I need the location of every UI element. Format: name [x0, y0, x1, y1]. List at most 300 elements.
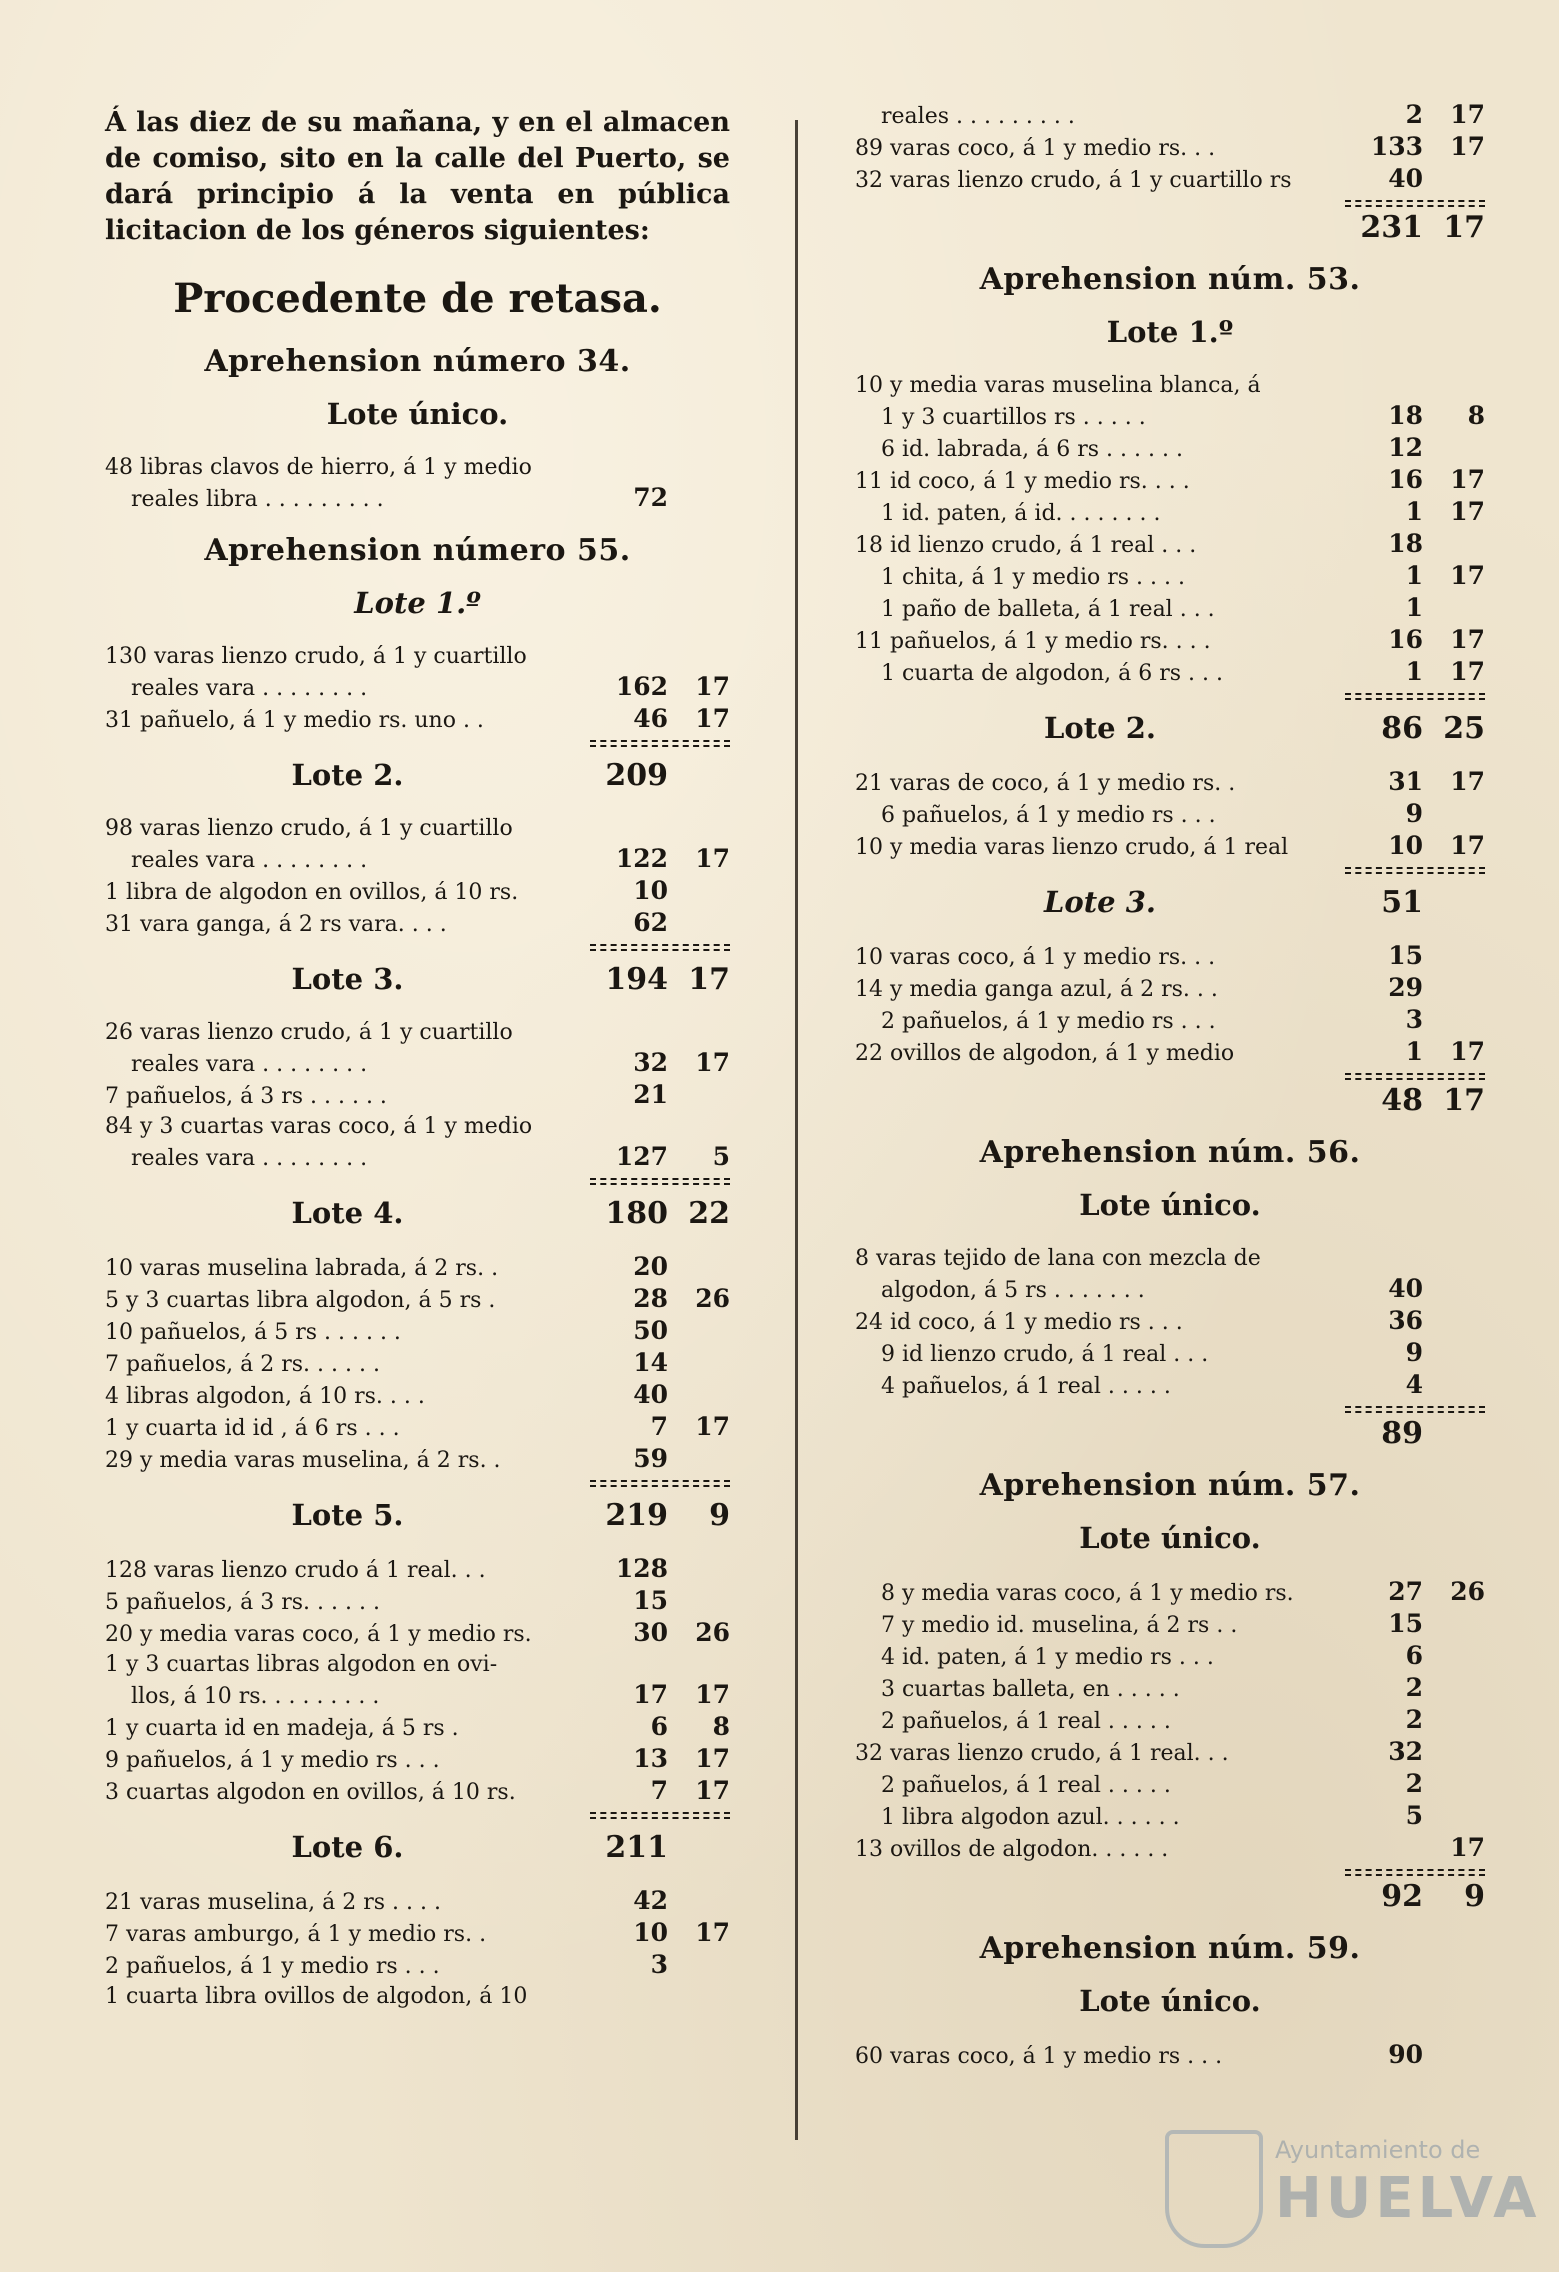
total-rule — [105, 1178, 730, 1188]
item-amount: 20 — [633, 1252, 668, 1281]
items-list — [105, 814, 730, 940]
lote-row — [105, 1196, 730, 1236]
aprehension-56-title: Aprehension núm. 56. — [979, 1135, 1361, 1170]
list-item — [105, 908, 730, 940]
lote-row — [855, 1984, 1485, 2024]
total-value: 89 — [1381, 1416, 1423, 1451]
item-description: 1 cuarta de algodon, á 6 rs . . . — [881, 661, 1223, 686]
lote-total-fraction: 25 — [1443, 711, 1485, 746]
item-description: 8 varas tejido de lana con mezcla de — [855, 1246, 1261, 1271]
list-item — [855, 465, 1485, 497]
item-description: 20 y media varas coco, á 1 y medio rs. — [105, 1622, 532, 1647]
item-description-cont: reales vara . . . . . . . . — [131, 1052, 368, 1077]
item-description: 128 varas lienzo crudo á 1 real. . . — [105, 1558, 486, 1583]
list-item — [855, 1705, 1485, 1737]
item-description: 32 varas lienzo crudo, á 1 real. . . — [855, 1741, 1229, 1766]
item-amount-fraction: 17 — [695, 1776, 730, 1805]
lote-row — [855, 1521, 1485, 1561]
total-rule — [855, 1406, 1485, 1416]
item-description: 31 vara ganga, á 2 rs vara. . . . — [105, 912, 447, 937]
list-item — [855, 132, 1485, 164]
item-amount: 1 — [1405, 1037, 1423, 1066]
item-description: 13 ovillos de algodon. . . . . . — [855, 1837, 1169, 1862]
lote-row — [105, 586, 730, 626]
item-description: 7 pañuelos, á 2 rs. . . . . . — [105, 1352, 380, 1377]
list-item — [855, 529, 1485, 561]
lote-total: 86 — [1381, 711, 1423, 746]
item-amount: 7 — [650, 1412, 668, 1441]
items-list — [855, 767, 1485, 863]
items-list — [105, 642, 730, 736]
item-description: 1 cuarta libra ovillos de algodon, á 10 — [105, 1984, 528, 2009]
list-item — [105, 1252, 730, 1284]
item-amount: 13 — [633, 1744, 668, 1773]
item-description: 9 id lienzo crudo, á 1 real . . . — [881, 1342, 1209, 1367]
item-description: 1 chita, á 1 y medio rs . . . . — [881, 565, 1185, 590]
item-amount: 40 — [1388, 164, 1423, 193]
list-item — [855, 799, 1485, 831]
aprehension-34-title: Aprehension número 34. — [204, 344, 631, 379]
list-item — [105, 876, 730, 908]
lote-row — [855, 711, 1485, 751]
item-description: 8 y media varas coco, á 1 y medio rs. — [881, 1581, 1294, 1606]
item-description-cont: reales vara . . . . . . . . — [131, 1146, 368, 1171]
item-amount-fraction: 26 — [695, 1284, 730, 1313]
total-value: 92 — [1381, 1879, 1423, 1914]
item-amount: 1 — [1405, 657, 1423, 686]
lote-title: Lote 4. — [291, 1196, 404, 1230]
item-amount: 9 — [1405, 799, 1423, 828]
item-description: 21 varas de coco, á 1 y medio rs. . — [855, 771, 1236, 796]
item-amount-fraction: 17 — [1450, 561, 1485, 590]
item-amount: 3 — [650, 1950, 668, 1979]
item-amount: 50 — [633, 1316, 668, 1345]
items-list — [105, 453, 730, 515]
lote-title: Lote 1.º — [1106, 315, 1234, 349]
lote-title: Lote 3. — [291, 962, 404, 996]
list-item — [855, 1338, 1485, 1370]
item-amount: 21 — [633, 1080, 668, 1109]
item-description: 7 varas amburgo, á 1 y medio rs. . — [105, 1922, 487, 1947]
total-rule — [855, 1869, 1485, 1879]
total-fraction: 9 — [1464, 1879, 1485, 1914]
item-description: 1 y 3 cuartas libras algodon en ovi- — [105, 1652, 498, 1677]
items-list — [855, 1577, 1485, 1865]
item-amount: 72 — [633, 483, 668, 512]
item-amount-fraction: 17 — [695, 1744, 730, 1773]
item-amount: 17 — [633, 1680, 668, 1709]
list-item — [855, 657, 1485, 689]
item-amount-fraction: 17 — [695, 1918, 730, 1947]
list-item — [105, 1618, 730, 1650]
item-amount: 30 — [633, 1618, 668, 1647]
item-description: 32 varas lienzo crudo, á 1 y cuartillo rs — [855, 168, 1292, 193]
total-value: 48 — [1381, 1083, 1423, 1118]
item-description: 11 id coco, á 1 y medio rs. . . . — [855, 469, 1190, 494]
item-amount: 18 — [1388, 401, 1423, 430]
lote-title: Lote único. — [1079, 1984, 1261, 2018]
item-description-cont: reales vara . . . . . . . . — [131, 848, 368, 873]
item-description: 5 y 3 cuartas libra algodon, á 5 rs . — [105, 1288, 496, 1313]
item-amount: 2 — [1405, 1705, 1423, 1734]
lote-title: Lote 2. — [291, 758, 404, 792]
item-amount-fraction: 17 — [695, 1412, 730, 1441]
item-description: 2 pañuelos, á 1 real . . . . . — [881, 1709, 1171, 1734]
item-description: 2 pañuelos, á 1 y medio rs . . . — [881, 1009, 1216, 1034]
item-amount-fraction: 17 — [1450, 831, 1485, 860]
list-item — [105, 1080, 730, 1112]
list-item — [855, 561, 1485, 593]
item-amount: 62 — [633, 908, 668, 937]
list-item — [855, 767, 1485, 799]
list-item — [105, 1444, 730, 1476]
item-amount: 15 — [633, 1586, 668, 1615]
lote-title: Lote 1.º — [354, 586, 481, 620]
list-item — [105, 1886, 730, 1918]
item-amount: 7 — [650, 1776, 668, 1805]
list-item — [855, 1577, 1485, 1609]
item-description: 7 y medio id. muselina, á 2 rs . . — [881, 1613, 1238, 1638]
item-amount: 133 — [1370, 132, 1423, 161]
list-item-continuation — [105, 483, 730, 515]
list-item — [105, 453, 730, 483]
lote-title: Lote 3. — [1044, 885, 1156, 919]
total-rule — [855, 867, 1485, 877]
item-amount: 59 — [633, 1444, 668, 1473]
item-description: 84 y 3 cuartas varas coco, á 1 y medio — [105, 1114, 533, 1139]
item-amount: 31 — [1388, 767, 1423, 796]
item-amount: 32 — [1388, 1737, 1423, 1766]
lote-total: 211 — [605, 1830, 668, 1865]
item-amount: 15 — [1388, 1609, 1423, 1638]
lote-title: Lote único. — [326, 397, 509, 431]
item-description-cont: algodon, á 5 rs . . . . . . . — [881, 1278, 1145, 1303]
list-item — [855, 371, 1485, 401]
lote-title: Lote único. — [1079, 1188, 1261, 1222]
list-item — [855, 433, 1485, 465]
total-rule — [105, 944, 730, 954]
items-list — [105, 1252, 730, 1476]
item-amount: 6 — [1405, 1641, 1423, 1670]
lote-row — [105, 1498, 730, 1538]
total-rule — [855, 1073, 1485, 1083]
lote-title: Lote 5. — [291, 1498, 404, 1532]
aprehension-53-title: Aprehension núm. 53. — [979, 262, 1361, 297]
item-amount: 12 — [1388, 433, 1423, 462]
column-divider — [795, 120, 798, 2140]
item-description: 29 y media varas muselina, á 2 rs. . — [105, 1448, 501, 1473]
item-description: 26 varas lienzo crudo, á 1 y cuartillo — [105, 1020, 513, 1045]
item-amount: 32 — [633, 1048, 668, 1077]
item-description: 1 y cuarta id en madeja, á 5 rs . — [105, 1716, 459, 1741]
items-list — [855, 100, 1485, 196]
item-description: 10 varas muselina labrada, á 2 rs. . — [105, 1256, 499, 1281]
lote-row — [105, 397, 730, 437]
item-amount: 122 — [615, 844, 668, 873]
list-item — [855, 1370, 1485, 1402]
item-description: 18 id lienzo crudo, á 1 real . . . — [855, 533, 1197, 558]
list-item — [855, 1037, 1485, 1069]
item-amount: 16 — [1388, 625, 1423, 654]
lote-total-fraction: 22 — [688, 1196, 730, 1231]
item-amount: 6 — [650, 1712, 668, 1741]
item-description: 1 paño de balleta, á 1 real . . . — [881, 597, 1215, 622]
watermark-line2: HUELVA — [1275, 2166, 1541, 2231]
item-amount-fraction: 17 — [695, 672, 730, 701]
item-amount-fraction: 17 — [695, 704, 730, 733]
list-item-continuation — [105, 1048, 730, 1080]
item-amount: 2 — [1405, 1769, 1423, 1798]
item-description: 10 y media varas muselina blanca, á — [855, 373, 1261, 398]
lote-row — [105, 1830, 730, 1870]
list-item-continuation — [105, 1680, 730, 1712]
coat-of-arms-icon — [1165, 2130, 1263, 2248]
item-amount: 1 — [1405, 593, 1423, 622]
list-item — [105, 814, 730, 844]
list-item — [855, 593, 1485, 625]
items-list — [855, 941, 1485, 1069]
item-description: reales . . . . . . . . . — [881, 104, 1075, 129]
items-list — [855, 2040, 1485, 2072]
lote-total: 219 — [605, 1498, 668, 1533]
list-item — [855, 1801, 1485, 1833]
lote-row — [855, 315, 1485, 355]
watermark-line1: Ayuntamiento de — [1275, 2136, 1481, 2164]
aprehension-55-title: Aprehension número 55. — [204, 533, 631, 568]
list-item — [105, 642, 730, 672]
item-amount-fraction: 17 — [1450, 100, 1485, 129]
total-rule — [105, 740, 730, 750]
item-amount: 40 — [633, 1380, 668, 1409]
item-amount: 5 — [1405, 1801, 1423, 1830]
list-item — [105, 1712, 730, 1744]
item-description: 7 pañuelos, á 3 rs . . . . . . — [105, 1084, 387, 1109]
list-item — [855, 1833, 1485, 1865]
item-amount-fraction: 17 — [1450, 767, 1485, 796]
lote-total: 194 — [605, 962, 668, 997]
item-amount-fraction: 8 — [1467, 401, 1485, 430]
item-description: 48 libras clavos de hierro, á 1 y medio — [105, 455, 532, 480]
list-item — [855, 1005, 1485, 1037]
list-item — [855, 100, 1485, 132]
total-fraction: 17 — [1443, 1083, 1485, 1118]
item-amount-fraction: 17 — [1450, 1037, 1485, 1066]
list-item-continuation — [855, 401, 1485, 433]
item-description: 89 varas coco, á 1 y medio rs. . . — [855, 136, 1216, 161]
item-amount: 4 — [1405, 1370, 1423, 1399]
list-item — [105, 1316, 730, 1348]
item-amount: 14 — [633, 1348, 668, 1377]
lote-total-fraction: 17 — [688, 962, 730, 997]
list-item — [105, 1918, 730, 1950]
item-description: 60 varas coco, á 1 y medio rs . . . — [855, 2044, 1223, 2069]
item-description-cont: 1 y 3 cuartillos rs . . . . . — [881, 405, 1146, 430]
item-amount: 128 — [615, 1554, 668, 1583]
item-amount-fraction: 5 — [712, 1142, 730, 1171]
lote-title: Lote único. — [1079, 1521, 1261, 1555]
lote-title: Lote 6. — [291, 1830, 404, 1864]
lote-total: 51 — [1381, 885, 1423, 920]
list-item — [105, 1650, 730, 1680]
item-amount: 42 — [633, 1886, 668, 1915]
item-description: 3 cuartas algodon en ovillos, á 10 rs. — [105, 1780, 516, 1805]
item-amount-fraction: 17 — [1450, 625, 1485, 654]
item-amount: 90 — [1388, 2040, 1423, 2069]
item-amount: 10 — [633, 876, 668, 905]
list-item-continuation — [105, 844, 730, 876]
list-item-continuation — [855, 1274, 1485, 1306]
list-item — [105, 704, 730, 736]
item-amount: 10 — [1388, 831, 1423, 860]
lote-total: 209 — [605, 758, 668, 793]
item-description: 5 pañuelos, á 3 rs. . . . . . — [105, 1590, 380, 1615]
item-description: 22 ovillos de algodon, á 1 y medio — [855, 1041, 1235, 1066]
item-description-cont: reales vara . . . . . . . . — [131, 676, 368, 701]
item-amount-fraction: 17 — [1450, 657, 1485, 686]
item-description: 4 pañuelos, á 1 real . . . . . — [881, 1374, 1171, 1399]
item-amount: 1 — [1405, 497, 1423, 526]
item-description: 9 pañuelos, á 1 y medio rs . . . — [105, 1748, 440, 1773]
aprehension-57-title: Aprehension núm. 57. — [979, 1468, 1361, 1503]
lote-row — [105, 758, 730, 798]
item-amount: 28 — [633, 1284, 668, 1313]
total-row — [855, 1879, 1485, 1917]
item-amount: 9 — [1405, 1338, 1423, 1367]
lote-total-fraction: 9 — [709, 1498, 730, 1533]
total-row — [855, 210, 1485, 248]
left-column — [105, 105, 730, 2012]
item-amount-fraction: 17 — [1450, 1833, 1485, 1862]
total-row — [855, 1416, 1485, 1454]
item-amount: 127 — [615, 1142, 668, 1171]
list-item — [855, 1641, 1485, 1673]
item-description: 3 cuartas balleta, en . . . . . — [881, 1677, 1180, 1702]
total-row — [855, 1083, 1485, 1121]
item-description-cont: reales libra . . . . . . . . . — [131, 487, 384, 512]
items-list — [855, 1244, 1485, 1402]
item-amount: 1 — [1405, 561, 1423, 590]
total-rule — [105, 1480, 730, 1490]
lote-total: 180 — [605, 1196, 668, 1231]
list-item — [105, 1982, 730, 2012]
total-value: 231 — [1360, 210, 1423, 245]
item-description: 1 libra algodon azul. . . . . . — [881, 1805, 1180, 1830]
item-description: 10 varas coco, á 1 y medio rs. . . — [855, 945, 1216, 970]
item-amount-fraction: 26 — [1450, 1577, 1485, 1606]
section-heading: Procedente de retasa. — [173, 275, 662, 322]
list-item — [105, 1112, 730, 1142]
item-amount: 2 — [1405, 1673, 1423, 1702]
item-description: 10 pañuelos, á 5 rs . . . . . . — [105, 1320, 401, 1345]
item-description: 10 y media varas lienzo crudo, á 1 real — [855, 835, 1289, 860]
item-description: 1 libra de algodon en ovillos, á 10 rs. — [105, 880, 519, 905]
list-item — [855, 497, 1485, 529]
item-amount-fraction: 17 — [1450, 465, 1485, 494]
lote-row — [105, 962, 730, 1002]
list-item — [855, 625, 1485, 657]
item-description: 21 varas muselina, á 2 rs . . . . — [105, 1890, 441, 1915]
right-column — [855, 100, 1485, 2072]
item-description: 24 id coco, á 1 y medio rs . . . — [855, 1310, 1183, 1335]
list-item — [105, 1412, 730, 1444]
item-description: 31 pañuelo, á 1 y medio rs. uno . . — [105, 708, 484, 733]
list-item — [105, 1586, 730, 1618]
item-description: 4 id. paten, á 1 y medio rs . . . — [881, 1645, 1214, 1670]
list-item-continuation — [105, 1142, 730, 1174]
total-rule — [105, 1812, 730, 1822]
item-description: 2 pañuelos, á 1 real . . . . . — [881, 1773, 1171, 1798]
item-amount: 2 — [1405, 100, 1423, 129]
item-amount: 40 — [1388, 1274, 1423, 1303]
item-description-cont: llos, á 10 rs. . . . . . . . . — [131, 1684, 380, 1709]
list-item — [855, 1673, 1485, 1705]
item-amount-fraction: 17 — [695, 1680, 730, 1709]
item-description: 1 id. paten, á id. . . . . . . . — [881, 501, 1161, 526]
item-amount-fraction: 17 — [695, 844, 730, 873]
total-rule — [855, 693, 1485, 703]
item-amount: 18 — [1388, 529, 1423, 558]
lote-row — [855, 1188, 1485, 1228]
list-item — [855, 164, 1485, 196]
list-item — [105, 1284, 730, 1316]
item-amount-fraction: 26 — [695, 1618, 730, 1647]
aprehension-59-title: Aprehension núm. 59. — [979, 1931, 1361, 1966]
list-item — [105, 1348, 730, 1380]
items-list — [105, 1886, 730, 2012]
item-description: 6 id. labrada, á 6 rs . . . . . . — [881, 437, 1183, 462]
item-amount: 46 — [633, 704, 668, 733]
item-amount: 3 — [1405, 1005, 1423, 1034]
item-amount: 27 — [1388, 1577, 1423, 1606]
list-item — [855, 831, 1485, 863]
items-list — [105, 1018, 730, 1174]
item-amount: 10 — [633, 1918, 668, 1947]
item-amount: 162 — [615, 672, 668, 701]
list-item — [105, 1380, 730, 1412]
list-item — [855, 1737, 1485, 1769]
item-description: 6 pañuelos, á 1 y medio rs . . . — [881, 803, 1216, 828]
item-amount-fraction: 17 — [695, 1048, 730, 1077]
list-item — [855, 1769, 1485, 1801]
intro-paragraph: Á las diez de su mañana, y en el almacen de comiso, sito en la calle del Puerto, se dará principio á la venta en pública licitacion de los géneros siguientes: — [105, 107, 730, 246]
item-description: 11 pañuelos, á 1 y medio rs. . . . — [855, 629, 1211, 654]
items-list — [855, 371, 1485, 689]
list-item — [105, 1554, 730, 1586]
list-item — [855, 1244, 1485, 1274]
list-item — [105, 1776, 730, 1808]
list-item — [855, 2040, 1485, 2072]
item-amount: 36 — [1388, 1306, 1423, 1335]
item-description: 1 y cuarta id id , á 6 rs . . . — [105, 1416, 400, 1441]
list-item-continuation — [105, 672, 730, 704]
total-rule — [855, 200, 1485, 210]
watermark-stamp — [1165, 2130, 1541, 2250]
list-item — [855, 973, 1485, 1005]
item-description: 4 libras algodon, á 10 rs. . . . — [105, 1384, 425, 1409]
item-description: 98 varas lienzo crudo, á 1 y cuartillo — [105, 816, 513, 841]
total-fraction — [1423, 1416, 1485, 1454]
list-item — [105, 1950, 730, 1982]
list-item — [105, 1744, 730, 1776]
list-item — [855, 941, 1485, 973]
item-amount-fraction: 17 — [1450, 132, 1485, 161]
total-fraction: 17 — [1443, 210, 1485, 245]
item-description: 130 varas lienzo crudo, á 1 y cuartillo — [105, 644, 527, 669]
item-amount: 16 — [1388, 465, 1423, 494]
list-item — [855, 1306, 1485, 1338]
lote-title: Lote 2. — [1044, 711, 1156, 745]
list-item — [105, 1018, 730, 1048]
